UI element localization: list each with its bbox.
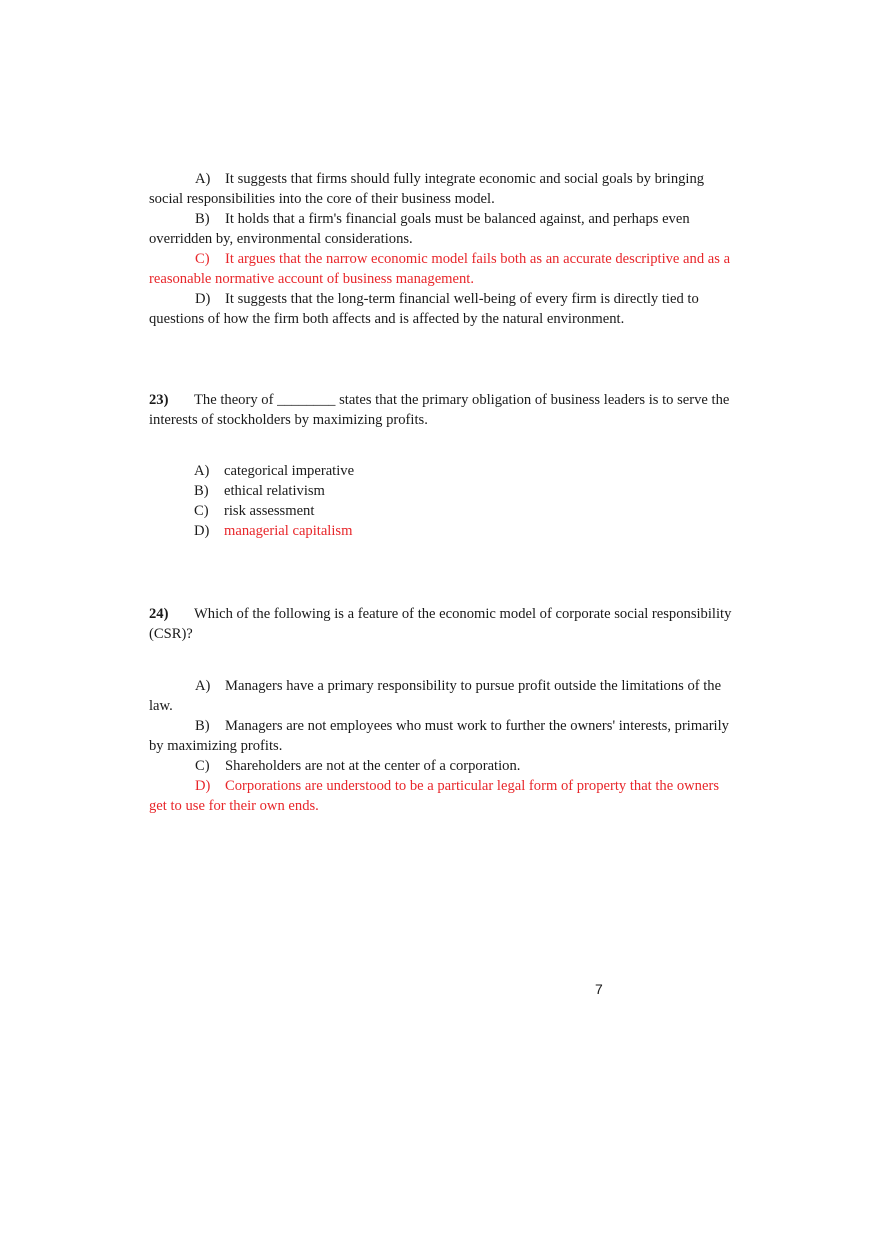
q22-options	[149, 169, 739, 329]
q24-option-c: C) Shareholders are not at the center of a corporation.	[195, 758, 521, 774]
q24-option-d: D) Corporations are understood to be a particular legal form of property that the owners get to use for their own ends.	[149, 778, 719, 814]
q23-option-b: B) ethical relativism	[194, 483, 325, 499]
question-24: 24) Which of the following is a feature of the economic model of corporate social responsibility (CSR)?	[149, 606, 732, 642]
q22-option-b: B) It holds that a firm's financial goals must be balanced against, and perhaps even overridden by, environmental considerations.	[149, 211, 690, 247]
q24-stem	[149, 604, 739, 644]
q23-option-d: D) managerial capitalism	[194, 523, 353, 539]
q24-option-b: B) Managers are not employees who must work to further the owners' interests, primarily by maximizing profits.	[149, 718, 729, 754]
q22-option-a: A) It suggests that firms should fully integrate economic and social goals by bringing social responsibilities into the core of their business model.	[149, 171, 705, 207]
q23-stem	[149, 390, 739, 430]
q22-option-d: D) It suggests that the long-term financial well-being of every firm is directly tied to questions of how the firm both affects and is affected by the natural environment.	[149, 291, 699, 327]
page-number: 7	[595, 981, 603, 997]
q24-options	[149, 676, 739, 816]
q24-option-a: A) Managers have a primary responsibility to pursue profit outside the limitations of the law.	[149, 678, 722, 714]
q23-options	[149, 461, 739, 541]
q23-option-c: C) risk assessment	[194, 503, 315, 519]
q23-option-a: A) categorical imperative	[194, 463, 355, 479]
q22-option-c: C) It argues that the narrow economic model fails both as an accurate descriptive and as a reasonable normative account of business management.	[149, 251, 731, 287]
question-23: 23) The theory of ________ states that the primary obligation of business leaders is to serve the interests of stockholders by maximizing profits.	[149, 392, 730, 428]
